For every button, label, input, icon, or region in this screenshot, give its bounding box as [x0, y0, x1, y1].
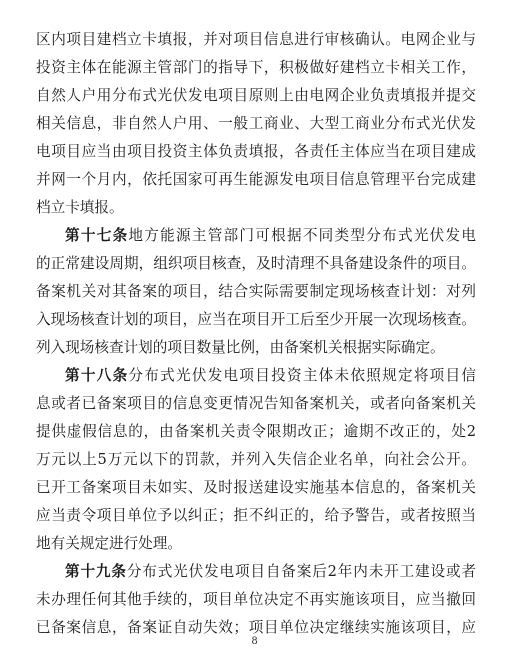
text-line: 自然人户用分布式光伏发电项目原则上由电网企业负责填报并提交 [36, 87, 476, 104]
article-first-line-text: 分布式光伏发电项目自备案后2年内未开工建设或者 [126, 563, 476, 580]
text-line: 入现场核查计划的项目，应当在项目开工后至少开展一次现场核查。 [36, 311, 476, 328]
text-line: 万元以上5万元以下的罚款，并列入失信企业名单，向社会公开。 [36, 451, 476, 468]
article-heading: 第十七条 [65, 227, 129, 244]
text-line: 档立卡填报。 [36, 199, 124, 216]
text-line: 投资主体在能源主管部门的指导下，积极做好建档立卡相关工作， [36, 59, 476, 76]
article-first-line [65, 560, 476, 584]
text-line: 的正常建设周期，组织项目核查，及时清理不具备建设条件的项目。 [36, 255, 476, 272]
text-line: 相关信息，非自然人户用、一般工商业、大型工商业分布式光伏发 [36, 115, 476, 132]
article-heading: 第十九条 [65, 563, 127, 580]
text-line: 并网一个月内，依托国家可再生能源发电项目信息管理平台完成建 [36, 171, 476, 188]
article-first-line [65, 364, 476, 388]
article-heading: 第十八条 [65, 367, 129, 384]
text-line: 备案机关对其备案的项目，结合实际需要制定现场核查计划：对列 [36, 283, 476, 300]
text-line: 提供虚假信息的，由备案机关责令限期改正；逾期不改正的，处2 [36, 423, 476, 440]
article-first-line [65, 224, 476, 248]
text-line: 应当责令项目单位予以纠正；拒不纠正的，给予警告，或者按照当 [36, 507, 476, 524]
article-first-line-text: 分布式光伏发电项目投资主体未依照规定将项目信 [128, 367, 476, 384]
text-line: 地有关规定进行处理。 [36, 535, 182, 552]
article-first-line-text: 地方能源主管部门可根据不同类型分布式光伏发电 [128, 227, 476, 244]
text-line: 区内项目建档立卡填报，并对项目信息进行审核确认。电网企业与 [36, 31, 476, 48]
text-line: 电项目应当由项目投资主体负责填报，各责任主体应当在项目建成 [36, 143, 476, 160]
text-line: 列入现场核查计划的项目数量比例，由备案机关根据实际确定。 [36, 339, 445, 356]
text-line: 未办理任何其他手续的，项目单位决定不再实施该项目，应当撤回 [36, 591, 476, 608]
page-number: 8 [251, 636, 258, 647]
text-line: 已备案信息，备案证自动失效；项目单位决定继续实施该项目，应 [36, 619, 476, 636]
text-line: 已开工备案项目未如实、及时报送建设实施基本信息的，备案机关 [36, 479, 476, 496]
text-line: 息或者已备案项目的信息变更情况告知备案机关，或者向备案机关 [36, 395, 476, 412]
